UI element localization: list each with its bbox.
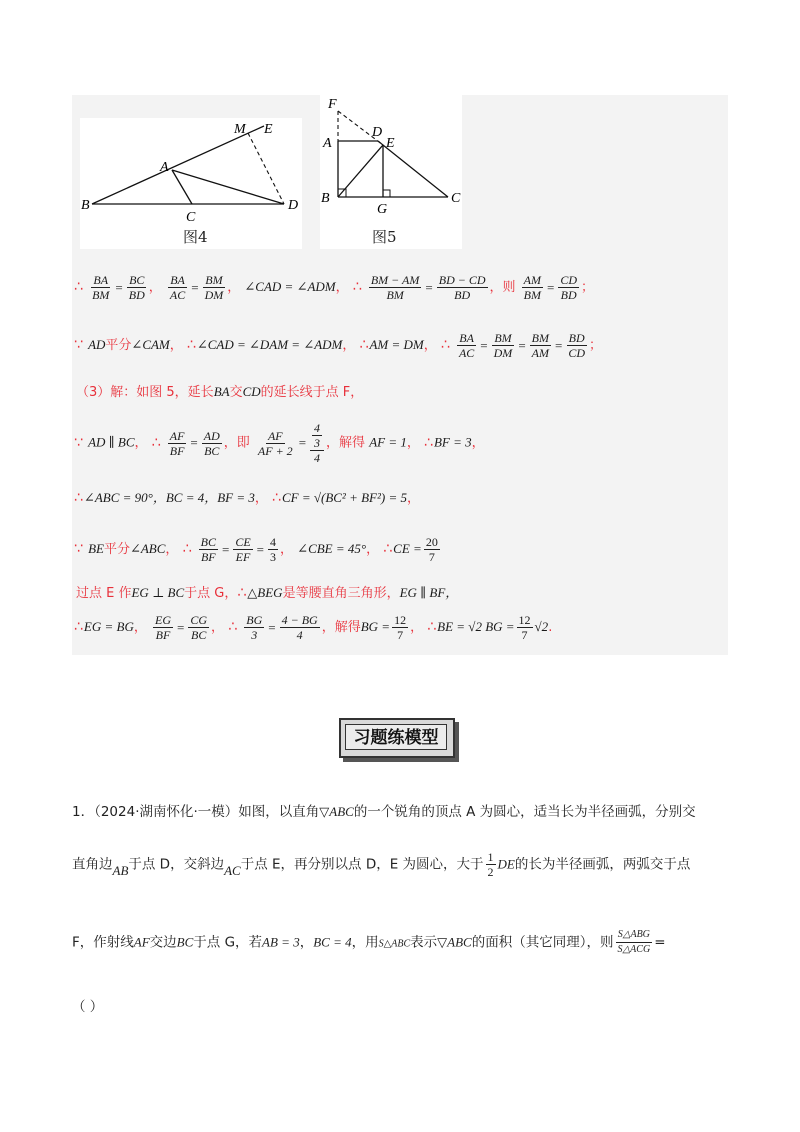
math-ac: AC — [224, 862, 241, 878]
label-F: F — [328, 97, 337, 112]
label-D: D — [372, 125, 383, 140]
label-G: G — [377, 202, 388, 217]
question-text: 1．（2024·湖南怀化·一模）如图，以直角 — [72, 804, 320, 820]
math-cd: CD — [242, 384, 261, 399]
solution-block — [72, 95, 728, 655]
fraction: $\frac{12}{7}$ — [518, 613, 531, 642]
label-C: C — [186, 210, 196, 225]
fraction: $\frac{BA}{AC}$ — [169, 273, 186, 302]
line7-text-2: 于点 G， — [184, 586, 238, 601]
label-B: B — [321, 191, 330, 206]
therefore-symbol: ∴ — [186, 337, 195, 353]
fraction: $\frac{AF}{AF + 2}$ — [257, 428, 293, 458]
math-angle-abc: ∠ABC — [129, 541, 166, 556]
math-be: BE — [88, 541, 104, 556]
solution-line-6: ∵ BE平分∠ABC， ∴ $\frac{BC}{BF}$ = $\frac{CE}{EF}$ = $\frac{4}{3}$ ， ∠CBE = 45°， ∴ CE = $\frac{20}{7}$ — [74, 535, 438, 564]
jiede-word: 解得 — [339, 435, 366, 451]
compound-fraction: $\frac{\frac{4}{3}}{4}$ — [310, 421, 324, 465]
math-bc: BC — [176, 934, 194, 950]
fraction: $\frac{4 - BG}{4}$ — [281, 613, 318, 642]
therefore-symbol: ∴ — [74, 279, 82, 295]
math-parallel-eg-bf: EG ∥ BF， — [399, 585, 459, 600]
therefore-symbol: ∴ — [427, 619, 436, 635]
fraction: $\frac{BM - AM}{BM}$ — [370, 273, 420, 302]
part3-tail: 的延长线于点 F， — [260, 385, 364, 400]
fraction: $\frac{BA}{BM}$ — [92, 273, 110, 302]
part3-lead: （3）解：如图 5，延长 — [76, 385, 214, 400]
math-triangle-beg: △BEG — [247, 585, 283, 600]
solution-line-4: ∵ AD ∥ BC， ∴ $\frac{AF}{BF}$ = $\frac{AD}{BC}$ ，即 $\frac{AF}{AF + 2}$ = $\frac{\frac{4}{3}}{4}$ ，解得 AF = 1， ∴ BF = 3， — [74, 421, 485, 465]
math-cf: CF = √(BC² + BF²) = 5 — [281, 490, 407, 505]
math-angle-cam: ∠CAM — [131, 337, 170, 352]
fraction: $\frac{BM}{DM}$ — [493, 331, 513, 360]
bisect-word: 平分 — [105, 338, 132, 353]
question-text: 的长为半径画弧，两弧交于点 — [514, 856, 691, 873]
angle-equation: ∠CAD = ∠ADM — [244, 279, 336, 294]
section-title: 习题练模型 — [345, 724, 447, 750]
label-D: D — [288, 198, 299, 213]
figure-4-caption: 图4 — [183, 228, 208, 246]
fraction-half: $\frac{1}{2}$ — [487, 850, 494, 879]
bisect-word: 平分 — [103, 542, 130, 557]
fraction: $\frac{AF}{BF}$ — [169, 428, 185, 458]
math-ba: BA — [213, 384, 230, 399]
math-bg: BG = — [360, 619, 391, 634]
therefore-symbol: ∴ — [182, 541, 191, 557]
question-text: F，作射线 — [72, 934, 134, 951]
math-af: AF — [133, 934, 150, 950]
question-text: 表示 — [410, 934, 438, 951]
label-A: A — [160, 160, 169, 175]
line7-text-1: 过点 E 作 — [76, 586, 132, 601]
because-symbol: ∵ — [74, 541, 82, 557]
question-text: 于点 D，交斜边 — [128, 856, 225, 873]
figure-5 — [320, 95, 462, 249]
fraction: $\frac{4}{3}$ — [270, 535, 277, 564]
fraction: $\frac{BD - CD}{BD}$ — [438, 273, 486, 302]
therefore-symbol: ∴ — [424, 434, 432, 451]
therefore-symbol: ∴ — [440, 337, 449, 353]
math-ce: CE = — [393, 541, 422, 556]
therefore-symbol: ∴ — [74, 490, 82, 506]
math-af: AF = 1 — [369, 434, 407, 450]
question-text: 于点 G，若 — [193, 934, 263, 951]
fraction: $\frac{EG}{BF}$ — [155, 613, 172, 642]
question-line-1 — [72, 800, 696, 820]
area-ratio-fraction: $\frac{\text{S△ABG}}{\text{S△ACG}}$ — [617, 929, 651, 955]
math-ab: AB — [112, 862, 129, 878]
fraction: $\frac{CD}{BD}$ — [560, 273, 578, 302]
therefore-symbol: ∴ — [383, 541, 392, 557]
math-sqrt2: √2 — [534, 619, 549, 634]
question-text: 交边 — [149, 934, 177, 951]
question-line-2 — [72, 850, 690, 879]
solution-line-2: ∵ AD平分∠CAM， ∴ ∠CAD = ∠DAM = ∠ADM， ∴ AM = DM， ∴ $\frac{BA}{AC}$ = $\frac{BM}{DM}$ = $\frac{BM}{AM}$ = $\frac{BD}{CD}$ ； — [74, 331, 603, 360]
because-symbol: ∵ — [74, 337, 82, 353]
therefore-symbol: ∴ — [74, 619, 82, 635]
line7-text-3: 是等腰直角三角形， — [282, 586, 400, 601]
fraction: $\frac{BC}{BF}$ — [200, 535, 216, 564]
because-symbol: ∵ — [74, 434, 82, 451]
question-text: 于点 E，再分别以点 D，E 为圆心，大于 — [240, 856, 484, 873]
fraction: $\frac{BM}{AM}$ — [531, 331, 549, 360]
question-line-3: F，作射线AF交边BC于点 G，若AB = 3，BC = 4，用S△ABC表示▽ABC的面积（其它同理），则 $\frac{\text{S△ABG}}{\text{S△ACG}}$ = — [72, 929, 666, 955]
equals-sign: = — [654, 934, 666, 951]
label-E: E — [386, 136, 395, 151]
therefore-symbol: ∴ — [237, 585, 246, 601]
label-C: C — [451, 191, 461, 206]
section-title-box — [339, 718, 455, 758]
figure-5-caption: 图5 — [372, 228, 397, 246]
math-area-abc: S△ABC — [378, 938, 411, 950]
math-bc-4: BC = 4 — [313, 934, 352, 950]
fraction: $\frac{AD}{BC}$ — [203, 428, 220, 458]
solution-line-1: ∴ $\frac{BA}{BM}$ = $\frac{BC}{BD}$ ， $\frac{BA}{AC}$ = $\frac{BM}{DM}$ ， ∠CAD = ∠ADM， ∴ $\frac{BM - AM}{BM}$ = $\frac{BD - CD}{BD}$ ，则 $\frac{AM}{BM}$ = $\frac{CD}{BD}$ ； — [74, 273, 595, 302]
math-angle-cbe: ∠CBE = 45° — [297, 541, 367, 556]
math-triangle-abc: ▽ABC — [437, 934, 472, 950]
therefore-symbol: ∴ — [359, 337, 368, 353]
fraction: $\frac{BG}{3}$ — [246, 613, 263, 642]
question-text: 的面积（其它同理），则 — [471, 934, 614, 951]
ji-word: 即 — [236, 435, 250, 451]
fraction: $\frac{CG}{BC}$ — [190, 613, 208, 642]
math-angle-chain: ∠CAD = ∠DAM = ∠ADM — [196, 337, 343, 352]
fraction: $\frac{BD}{CD}$ — [568, 331, 585, 360]
fraction: $\frac{BC}{BD}$ — [128, 273, 145, 302]
math-ad: AD — [88, 337, 106, 352]
answer-blank: （ ） — [72, 999, 104, 1015]
math-be-result: BE = √2 BG = — [437, 619, 515, 634]
question-text: 的一个锐角的顶点 A 为圆心，适当长为半径画弧，分别交 — [353, 804, 696, 820]
fraction: $\frac{BA}{AC}$ — [458, 331, 475, 360]
math-bf: BF = 3 — [433, 434, 472, 450]
figure-4 — [80, 118, 302, 249]
jiede-word: 解得 — [334, 620, 361, 635]
therefore-symbol: ∴ — [228, 619, 237, 635]
math-parallel: AD ∥ BC — [88, 434, 135, 450]
fraction: $\frac{CE}{EF}$ — [235, 535, 251, 564]
label-A: A — [323, 136, 332, 151]
fraction: $\frac{12}{7}$ — [394, 613, 407, 642]
math-perp: EG ⊥ BC — [131, 585, 185, 600]
section-title-frame — [339, 718, 455, 758]
label-M: M — [234, 122, 246, 137]
therefore-symbol: ∴ — [272, 490, 280, 506]
fraction: $\frac{AM}{BM}$ — [523, 273, 541, 302]
math-ab-3: AB = 3 — [262, 934, 300, 950]
math-given: ∠ABC = 90°，BC = 4，BF = 3 — [83, 490, 255, 505]
solution-line-5: ∴ ∠ABC = 90°，BC = 4，BF = 3， ∴ CF = √(BC² + BF²) = 5， — [74, 490, 420, 506]
label-B: B — [81, 198, 90, 213]
solution-line-8: ∴ EG = BG， $\frac{EG}{BF}$ = $\frac{CG}{BC}$ ， ∴ $\frac{BG}{3}$ = $\frac{4 - BG}{4}$ ，解得BG = $\frac{12}{7}$ ， ∴ BE = √2 BG = $\frac{12}{7}$ √2. — [74, 613, 553, 642]
therefore-symbol: ∴ — [352, 279, 361, 295]
math-de: DE — [497, 856, 515, 872]
then-word: 则 — [502, 280, 516, 295]
math-am-dm: AM = DM — [369, 337, 424, 352]
fraction: $\frac{20}{7}$ — [425, 535, 438, 564]
solution-line-3 — [76, 381, 363, 400]
label-E: E — [264, 122, 273, 137]
question-text: 直角边 — [72, 856, 113, 873]
solution-line-7 — [76, 582, 458, 601]
jiao-word: 交 — [229, 385, 243, 400]
therefore-symbol: ∴ — [151, 434, 160, 451]
math-eg-bg: EG = BG — [83, 619, 134, 634]
math-triangle-abc: ▽ABC — [319, 804, 354, 819]
fraction: $\frac{BM}{DM}$ — [204, 273, 224, 302]
question-text: ，用 — [351, 934, 379, 951]
